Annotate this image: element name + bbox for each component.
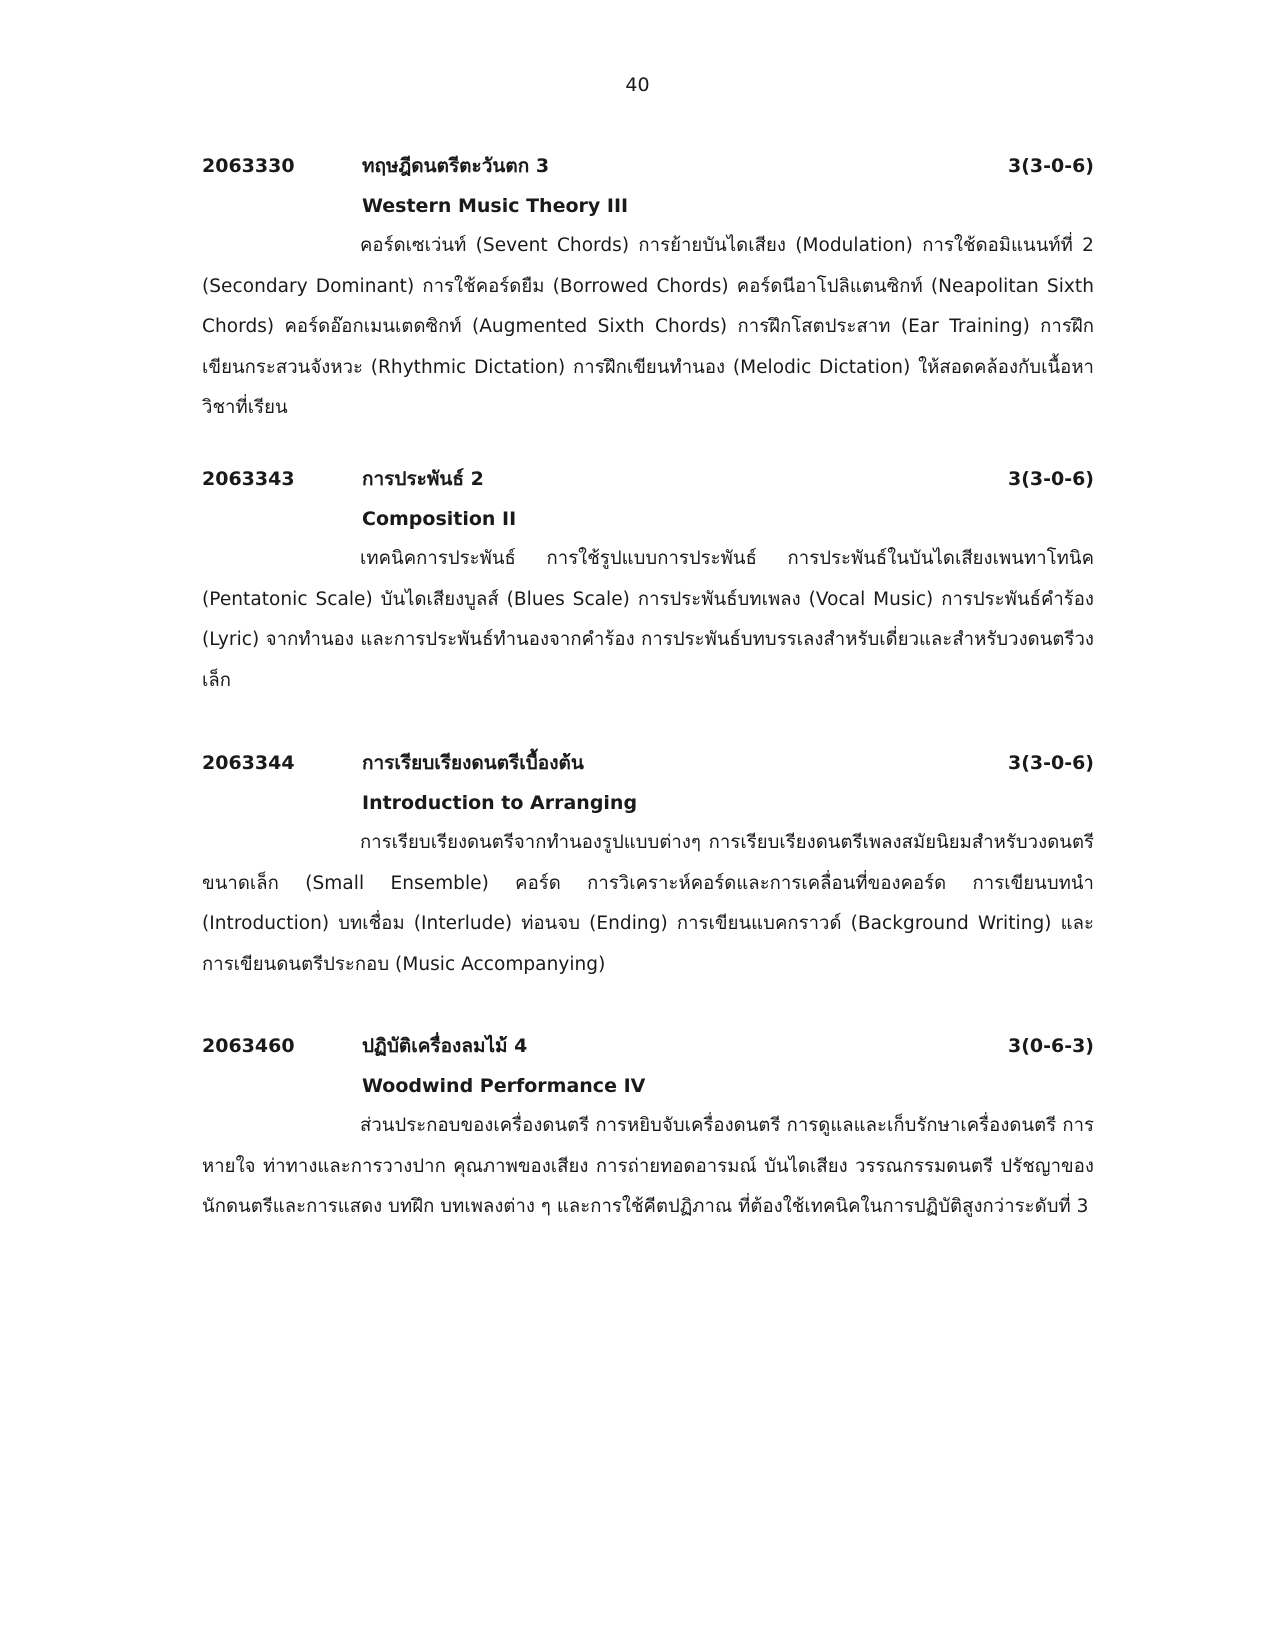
- course-header: [202, 459, 1094, 499]
- course-header: [202, 146, 1094, 186]
- course-entry: [202, 743, 1094, 985]
- course-thai-title: ปฏิบัติเครื่องลมไม้ 4: [362, 1035, 528, 1057]
- course-code: 2063330: [202, 155, 295, 177]
- course-english-title: Woodwind Performance IV: [362, 1075, 646, 1097]
- course-credits: 3(0-6-3): [1007, 1035, 1094, 1057]
- course-code: 2063460: [202, 1035, 295, 1057]
- course-code: 2063344: [202, 752, 295, 774]
- course-thai-title: การเรียบเรียงดนตรีเบื้องต้น: [362, 752, 584, 774]
- course-english-title: Composition II: [362, 508, 517, 530]
- course-credits: 3(3-0-6): [1007, 155, 1094, 177]
- course-description: คอร์ดเซเว่นท์ (Sevent Chords) การย้ายบันไดเสียง (Modulation) การใช้ดอมิแนนท์ที่ 2 (Secondary Dominant) การใช้คอร์ดยืม (Borrowed Chords) คอร์ดนีอาโปลิแตนซิกท์ (Neapolitan Sixth Chords) คอร์ดอ๊อกเมนเตดซิกท์ (Augmented Sixth Chords) การฝึกโสตประสาท (Ear Training) การฝึกเขียนกระสวนจังหวะ (Rhythmic Dictation) การฝึกเขียนทำนอง (Melodic Dictation) ให้สอดคล้องกับเนื้อหาวิชาที่เรียน: [202, 235, 1094, 418]
- page-number: 40: [625, 74, 650, 96]
- course-english-title: Western Music Theory III: [362, 195, 629, 217]
- course-description: ส่วนประกอบของเครื่องดนตรี การหยิบจับเครื่องดนตรี การดูแลและเก็บรักษาเครื่องดนตรี การหายใจ ท่าทางและการวางปาก คุณภาพของเสียง การถ่ายทอดอารมณ์ บันไดเสียง วรรณกรรมดนตรี ปรัชญาของนักดนตรีและการแสดง บทฝึก บทเพลงต่าง ๆ และการใช้คีตปฏิภาณ ที่ต้องใช้เทคนิคในการปฏิบัติสูงกว่าระดับที่ 3: [202, 1115, 1094, 1217]
- course-thai-title: การประพันธ์ 2: [362, 468, 484, 490]
- course-header: [202, 743, 1094, 783]
- course-entry: [202, 146, 1094, 429]
- course-code: 2063343: [202, 468, 295, 490]
- course-thai-title: ทฤษฎีดนตรีตะวันตก 3: [362, 155, 550, 177]
- course-header: [202, 1026, 1094, 1066]
- course-entry: [202, 459, 1094, 701]
- course-description: เทคนิคการประพันธ์ การใช้รูปแบบการประพันธ์ การประพันธ์ในบันไดเสียงเพนทาโทนิค (Pentatonic Scale) บันไดเสียงบูลส์ (Blues Scale) การประพันธ์บทเพลง (Vocal Music) การประพันธ์คำร้อง (Lyric) จากทำนอง และการประพันธ์ทำนองจากคำร้อง การประพันธ์บทบรรเลงสำหรับเดี่ยวและสำหรับวงดนตรีวงเล็ก: [202, 548, 1094, 691]
- course-credits: 3(3-0-6): [1007, 468, 1094, 490]
- course-description: การเรียบเรียงดนตรีจากทำนองรูปแบบต่างๆ การเรียบเรียงดนตรีเพลงสมัยนิยมสำหรับวงดนตรีขนาดเล็ก (Small Ensemble) คอร์ด การวิเคราะห์คอร์ดและการเคลื่อนที่ของคอร์ด การเขียนบทนำ (Introduction) บทเชื่อม (Interlude) ท่อนจบ (Ending) การเขียนแบคกราวด์ (Background Writing) และการเขียนดนตรีประกอบ (Music Accompanying): [202, 832, 1094, 975]
- course-entry: [202, 1026, 1094, 1228]
- course-english-title: Introduction to Arranging: [362, 792, 638, 814]
- course-credits: 3(3-0-6): [1007, 752, 1094, 774]
